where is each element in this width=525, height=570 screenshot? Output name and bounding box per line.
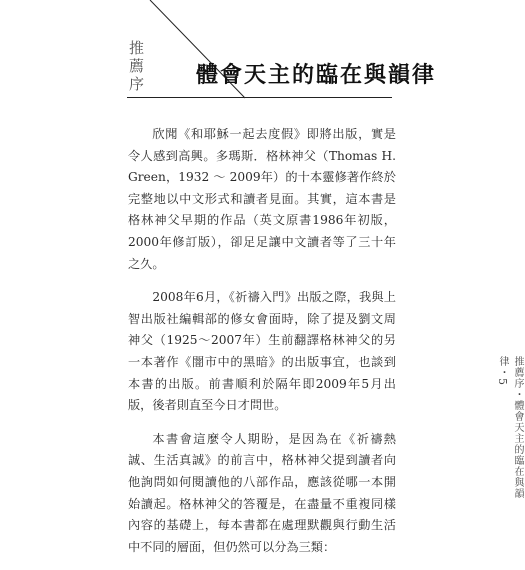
title-underline: [127, 97, 392, 98]
paragraph: 2008年6月，《祈禱入門》出版之際，我與上智出版社編輯部的修女會面時，除了提及劉文周神父（1925～2007年）生前翻譯格林神父的另一本著作《闇市中的黑暗》的出版事宜，也談到本書的出版。前書順利於隔年即2009年5月出版，後者則直至今日才問世。: [128, 290, 396, 413]
section-label: 推薦序: [127, 40, 145, 94]
paragraph: 欣聞《和耶穌一起去度假》即將出版，實是令人感到高興。多瑪斯．格林神父（Thomas H. Green，1932 ～ 2009年）的十本靈修著作終於完整地以中文形式和讀者見面。其實，這本書是格林神父早期的作品（英文原書1986年初版，2000年修訂版），卻足足讓中文讀者等了三十年之久。: [128, 127, 396, 271]
paragraph: 本書會這麼令人期盼，是因為在《祈禱熱誠、生活真誠》的前言中，格林神父提到讀者向他詢問如何閱讀他的八部作品，應該從哪一本開始讀起。格林神父的答覆是，在盡量不重複同樣內容的基礎上，每本書都在處理默觀與行動生活中不同的層面，但仍然可以分為三類：: [128, 431, 396, 554]
body-text: [128, 124, 396, 570]
chapter-title: 體會天主的臨在與韻律: [196, 62, 437, 88]
running-head-text: 推薦序・體會天主的臨在與韻律・: [497, 356, 523, 499]
running-head: [495, 356, 525, 500]
page-number: 5: [496, 378, 509, 386]
diagonal-rule: [0, 0, 520, 110]
